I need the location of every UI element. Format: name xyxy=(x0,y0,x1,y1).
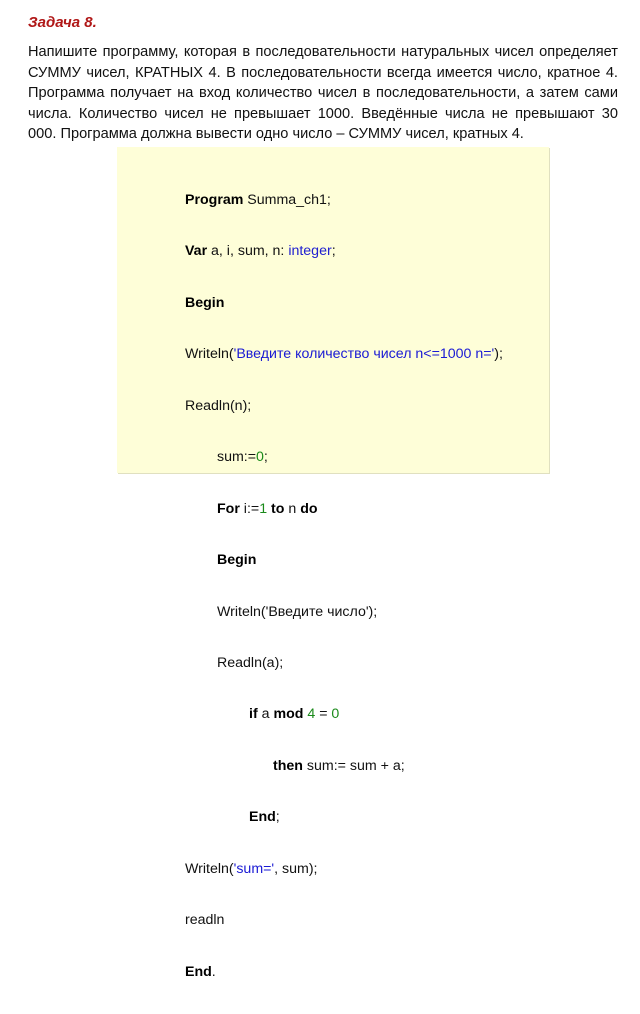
code-text: i:= xyxy=(239,500,260,517)
code-line xyxy=(185,963,503,982)
task-heading: Задача 8. xyxy=(28,14,97,31)
code-text: readln xyxy=(185,912,225,929)
code-line xyxy=(185,397,503,416)
code-number: 0 xyxy=(331,706,340,723)
code-text: . xyxy=(211,963,216,980)
code-line xyxy=(185,294,503,313)
code-text: Summa_ch1; xyxy=(243,192,331,208)
code-keyword: Begin xyxy=(217,552,257,569)
code-text: ; xyxy=(331,243,336,260)
code-listing xyxy=(185,159,503,1014)
code-keyword: to xyxy=(267,500,285,517)
code-keyword: Var xyxy=(185,243,208,260)
code-text: n xyxy=(284,500,301,517)
code-keyword: Program xyxy=(185,192,244,208)
code-line xyxy=(185,654,503,673)
code-text: a, i, sum, n: xyxy=(207,243,289,260)
code-line xyxy=(185,860,503,879)
code-line xyxy=(185,603,503,622)
code-text: Readln(a); xyxy=(217,654,284,671)
code-line xyxy=(185,191,503,210)
code-text: ); xyxy=(494,346,503,363)
code-listing-panel xyxy=(117,147,549,980)
code-text: a xyxy=(257,706,274,723)
code-string: 'sum=' xyxy=(233,860,275,877)
code-string: 'Введите количество чисел n<=1000 n=' xyxy=(233,346,495,363)
task-description: Напишите программу, которая в последовательности натуральных чисел определяет СУММУ чисел, КРАТНЫХ 4. В последовательности всегда имеется число, кратное 4. Программа получает на вход количество чисел в последовательности, а затем сами числа. Количество чисел не превышает 1000. Введённые числа не превышают 30 000. Программа должна вывести одно число – СУММУ чисел, кратных 4. xyxy=(28,44,618,142)
code-text: Readln(n); xyxy=(185,397,252,414)
code-line xyxy=(185,500,503,519)
code-keyword: End xyxy=(249,809,276,826)
code-text: ; xyxy=(263,449,268,466)
code-keyword: then xyxy=(273,757,303,774)
code-line xyxy=(185,911,503,930)
code-text: Writeln('Введите число'); xyxy=(217,603,378,620)
code-text: = xyxy=(315,706,332,723)
code-type: integer xyxy=(288,243,332,260)
code-number: 1 xyxy=(259,500,268,517)
code-keyword: Begin xyxy=(185,294,225,311)
code-text: sum:= sum + a; xyxy=(302,757,405,774)
code-keyword: if xyxy=(249,706,258,723)
code-keyword: End xyxy=(185,963,212,980)
code-number: 0 xyxy=(256,449,264,466)
code-line xyxy=(185,705,503,724)
code-keyword: mod xyxy=(273,706,304,723)
code-text: Writeln( xyxy=(185,346,234,363)
code-keyword: do xyxy=(300,500,318,517)
code-line xyxy=(185,242,503,261)
code-line xyxy=(185,551,503,570)
code-keyword: For xyxy=(217,500,240,517)
code-line xyxy=(185,448,503,467)
code-line xyxy=(185,808,503,827)
code-text: ; xyxy=(275,809,280,826)
code-text: Writeln( xyxy=(185,860,234,877)
code-line xyxy=(185,757,503,776)
code-text: , sum); xyxy=(274,860,318,877)
code-text: sum:= xyxy=(217,449,257,466)
code-number: 4 xyxy=(307,706,316,723)
code-line xyxy=(185,345,503,364)
